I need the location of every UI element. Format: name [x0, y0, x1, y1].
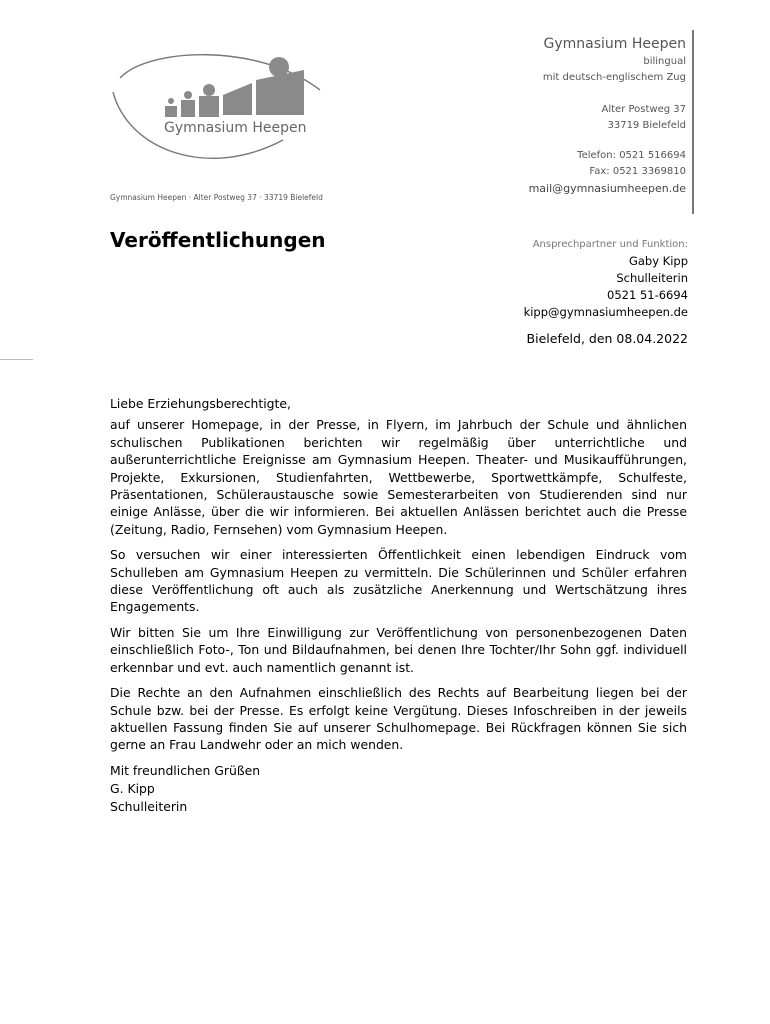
letter-body — [110, 395, 687, 816]
school-email[interactable]: mail@gymnasiumheepen.de — [528, 182, 686, 195]
school-name: Gymnasium Heepen — [543, 36, 686, 52]
closing-greeting: Mit freundlichen Grüßen — [110, 762, 261, 778]
closing-block — [110, 762, 687, 816]
tagline-stream: mit deutsch-englischem Zug — [542, 72, 686, 83]
page-title: Veröffentlichungen — [110, 228, 326, 252]
school-fax: Fax: 0521 3369810 — [589, 166, 686, 177]
logo-graphic — [108, 40, 328, 170]
school-city: 33719 Bielefeld — [607, 120, 686, 131]
school-logo — [108, 40, 328, 170]
contact-phone: 0521 51-6694 — [607, 288, 688, 302]
signature-name: G. Kipp — [110, 780, 155, 796]
contact-label: Ansprechpartner und Funktion: — [532, 239, 688, 250]
tagline-bilingual: bilingual — [643, 56, 686, 67]
contact-block — [524, 236, 688, 321]
letterhead-divider — [692, 30, 694, 214]
logo-text: Gymnasium Heepen — [164, 120, 307, 136]
school-phone: Telefon: 0521 516694 — [577, 150, 686, 161]
contact-role: Schulleiterin — [616, 271, 688, 285]
sender-address-line: Gymnasium Heepen · Alter Postweg 37 · 33719 Bielefeld — [110, 193, 323, 202]
paragraph: auf unserer Homepage, in der Presse, in Flyern, im Jahrbuch der Schule und ähnlichen schulischen Publikationen berichten wir regelmäßig über unterrichtliche und außerunterrichtliche Ereignisse am Gymnasium Heepen. Theater- und Musikaufführungen, Projekte, Exkursionen, Studienfahrten, Wettbewerbe, Sportwettkämpfe, Schulfeste, Präsentationen, Schüleraustausche sowie Semesterarbeiten von Studierenden sind nur einige Anlässe, über die wir informieren. Bei aktuellen Anlässen berichtet auch die Presse (Zeitung, Radio, Fernsehen) vom Gymnasium Heepen. — [110, 417, 687, 537]
contact-email[interactable]: kipp@gymnasiumheepen.de — [523, 305, 688, 319]
paragraph: Wir bitten Sie um Ihre Einwilligung zur Veröffentlichung von personenbezogenen Daten einschließlich Foto-, Ton und Bildaufnahmen, bei denen Ihre Tochter/Ihr Sohn ggf. individuell erkennbar und evt. auch namentlich genannt ist. — [110, 624, 687, 675]
paragraph: Die Rechte an den Aufnahmen einschließlich des Rechts auf Bearbeitung liegen bei der Schule bzw. bei der Presse. Es erfolgt keine Vergütung. Dieses Infoschreiben in der jeweils aktuellen Fassung finden Sie auf unserer Schulhomepage. Bei Rückfragen können Sie sich gerne an Frau Landwehr oder an mich wenden. — [110, 685, 687, 753]
signature-role: Schulleiterin — [110, 798, 188, 814]
school-street: Alter Postweg 37 — [601, 104, 686, 115]
contact-name: Gaby Kipp — [628, 254, 688, 268]
salutation: Liebe Erziehungsberechtigte, — [110, 396, 291, 411]
letterhead — [529, 34, 686, 197]
paragraph: So versuchen wir einer interessierten Öffentlichkeit einen lebendigen Eindruck vom Schulleben am Gymnasium Heepen zu vermitteln. Die Schülerinnen und Schüler erfahren diese Veröffentlichung oft auch als zusätzliche Anerkennung und Wertschätzung ihres Engagements. — [110, 547, 687, 615]
letter-date: Bielefeld, den 08.04.2022 — [526, 331, 688, 346]
fold-mark — [0, 359, 33, 360]
